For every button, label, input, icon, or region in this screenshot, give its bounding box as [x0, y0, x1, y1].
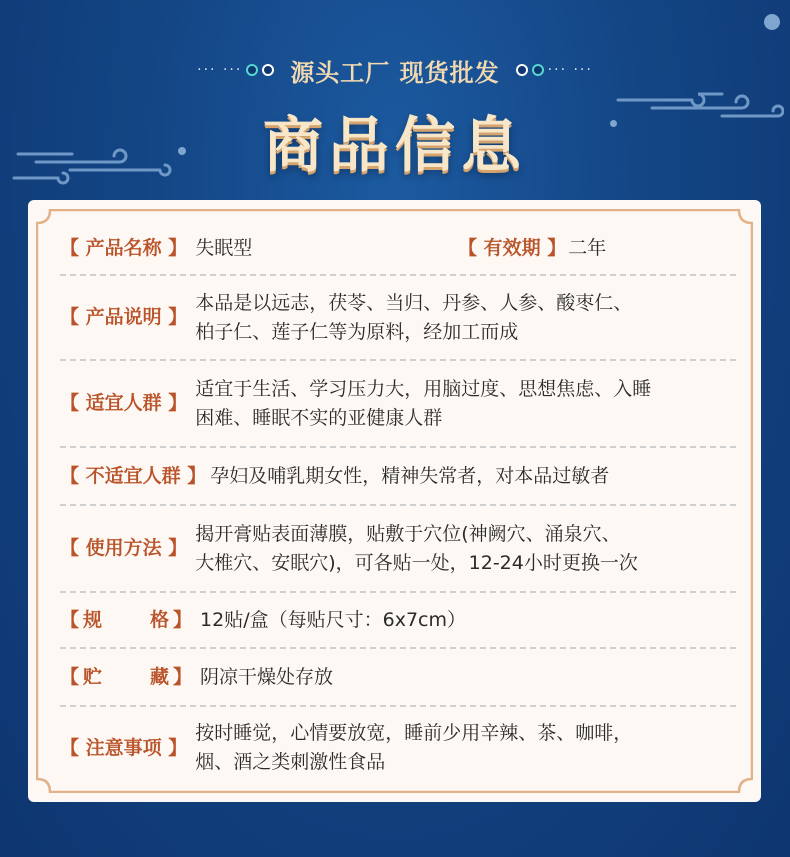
row-label: 【 使用方法 】	[60, 537, 188, 559]
row-value: 二年	[568, 236, 607, 259]
row-name	[60, 234, 458, 263]
row-value: 失眠型	[195, 236, 253, 259]
row-label: 【 不适宜人群 】	[60, 464, 207, 487]
ring-icon	[246, 64, 258, 76]
dots-left	[197, 62, 274, 78]
table-row	[60, 593, 736, 649]
row-value	[192, 663, 333, 692]
row-label-text	[83, 606, 169, 635]
row-value-line: 揭开膏贴表面薄膜，贴敷于穴位(神阙穴、涌泉穴、	[195, 522, 621, 545]
row-label-char: 规	[83, 608, 103, 631]
row-value	[187, 375, 651, 433]
dots-left-text: ··· ···	[197, 62, 243, 78]
row-value-line: 适宜于生活、学习压力大，用脑过度、思想焦虑、入睡	[195, 377, 652, 400]
row-value	[187, 719, 632, 777]
row-value-line: 阴凉干燥处存放	[200, 665, 334, 688]
table-row	[60, 506, 736, 593]
row-value-line: 孕妇及哺乳期女性，精神失常者，对本品过敏者	[210, 464, 610, 487]
ring-icon	[262, 64, 274, 76]
row-value-line: 困难、睡眠不实的亚健康人群	[195, 406, 443, 429]
info-table	[60, 222, 736, 789]
row-value-line: 大椎穴、安眠穴)，可各贴一处，12-24小时更换一次	[195, 551, 638, 574]
row-label: 【 产品说明 】	[60, 306, 188, 328]
row-value	[187, 520, 638, 578]
row-label	[60, 663, 192, 692]
table-row	[60, 649, 736, 707]
subtitle-row	[0, 52, 790, 88]
ring-icon	[532, 64, 544, 76]
row-label	[60, 606, 192, 635]
row-value	[206, 462, 609, 491]
row-label-bracket: 】	[173, 665, 193, 688]
page-title: 商品信息	[263, 111, 527, 181]
row-label: 【 有效期 】	[458, 236, 567, 259]
row-value	[187, 289, 632, 347]
row-label-char: 格	[150, 608, 170, 631]
row-value	[192, 606, 466, 635]
row-value-line: 12贴/盒（每贴尺寸：6x7cm）	[200, 608, 466, 631]
table-row	[60, 707, 736, 789]
row-label: 【 适宜人群 】	[60, 392, 188, 414]
subtitle: 源头工厂 现货批发	[290, 58, 500, 87]
row-label-text	[83, 663, 169, 692]
table-row	[60, 276, 736, 361]
row-label-bracket: 【	[60, 608, 80, 631]
table-row	[60, 361, 736, 448]
dots-right-text: ··· ···	[547, 62, 593, 78]
row-label-bracket: 【	[60, 665, 80, 688]
decorative-dot	[764, 14, 780, 30]
row-value-line: 烟、酒之类刺激性食品	[195, 751, 386, 773]
row-label-char: 藏	[150, 665, 170, 688]
row-shelf-life	[458, 234, 736, 263]
row-label-char: 贮	[83, 665, 103, 688]
table-row	[60, 448, 736, 506]
row-value-line: 按时睡觉，心情要放宽，睡前少用辛辣、茶、咖啡，	[195, 722, 633, 744]
row-label: 【 产品名称 】	[60, 236, 188, 259]
dots-right	[516, 62, 593, 78]
row-value-line: 柏子仁、莲子仁等为原料，经加工而成	[195, 320, 519, 343]
row-label-bracket: 】	[173, 608, 193, 631]
row-label: 【 注意事项 】	[60, 736, 188, 759]
table-row	[60, 222, 736, 276]
ring-icon	[516, 64, 528, 76]
row-value-line: 本品是以远志，茯苓、当归、丹参、人参、酸枣仁、	[195, 291, 633, 314]
